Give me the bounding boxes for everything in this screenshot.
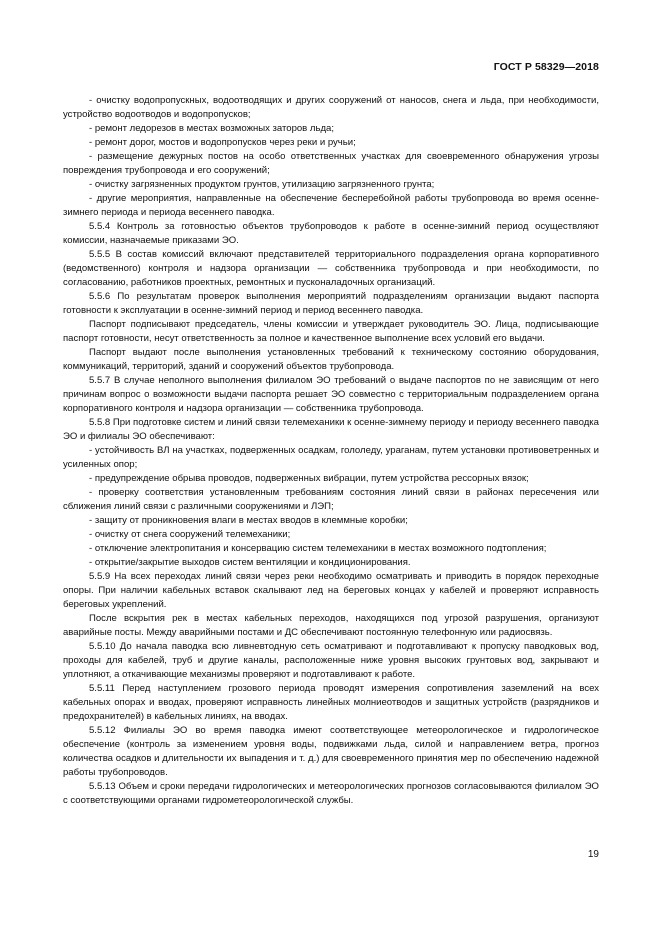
- paragraph-5-5-9: 5.5.9 На всех переходах линий связи через реки необходимо осматривать и приводить в порядок переходные опоры. При наличии кабельных вставок скалывают лед на береговых концах у кабелей и проверяют исправность береговых укреплений.: [63, 571, 599, 610]
- paragraph-bullet: - отключение электропитания и консервацию систем телемеханики в местах возможного подтопления;: [89, 543, 547, 554]
- paragraph-bullet: - открытие/закрытие выходов систем вентиляции и кондиционирования.: [89, 557, 411, 568]
- paragraph-bullet: - ремонт ледорезов в местах возможных заторов льда;: [89, 123, 334, 134]
- page-number: 19: [587, 849, 599, 860]
- paragraph-5-5-10: 5.5.10 До начала паводка всю ливневтодную сеть осматривают и подготавливают к пропуску паводковых вод, проходы для кабелей, труб и другие каналы, расположенные ниже уровня высоких грунтовых вод, закрывают и уплотняют, а откачивающие механизмы проверяют и подготавливают к работе.: [63, 641, 599, 680]
- document-header-standard: ГОСТ Р 58329—2018: [493, 61, 599, 73]
- paragraph-5-5-5: 5.5.5 В состав комиссий включают представителей территориального подразделения органа корпоративного (ведомственного) контроля и надзора организации — собственника трубопровода и при необходимости, по согласованию, работников проектных, ремонтных и пусконаладочных организаций.: [63, 249, 599, 288]
- paragraph-bullet: - проверку соответствия установленным требованиям состояния линий связи в районах пересечения или сближения линий связи с различными сооружениями и ЛЭП;: [63, 487, 599, 512]
- paragraph-passport-signing: Паспорт подписывают председатель, члены комиссии и утверждает руководитель ЭО. Лица, подписывающие паспорт готовности, несут ответственность за полное и качественное выполнение всех условий его выдачи.: [63, 319, 599, 344]
- paragraph-bullet: - другие мероприятия, направленные на обеспечение бесперебойной работы трубопровода во время осенне-зимнего периода и периода весеннего паводка.: [63, 193, 599, 218]
- paragraph-5-5-12: 5.5.12 Филиалы ЭО во время паводка имеют соответствующее метеорологическое и гидрологическое обеспечение (контроль за изменением уровня воды, подвижками льда, силой и направлением ветра, прогноз количества осадков и длительности их выпадения и т. д.) для своевременного принятия мер по обеспечению надежной работы трубопроводов.: [63, 725, 599, 778]
- paragraph-5-5-11: 5.5.11 Перед наступлением грозового периода проводят измерения сопротивления заземлений на всех кабельных опорах и вводах, проверяют исправность линейных молниеотводов и защитных устройств (разрядников и предохранителей) в кабельных линиях, на вводах.: [63, 683, 599, 722]
- paragraph-bullet: - размещение дежурных постов на особо ответственных участках для своевременного обнаружения угрозы повреждения трубопровода и его сооружений;: [63, 151, 599, 176]
- paragraph-5-5-8: 5.5.8 При подготовке систем и линий связи телемеханики к осенне-зимнему периоду и периоду весеннего паводка ЭО и филиалы ЭО обеспечивают:: [63, 417, 599, 442]
- paragraph-passport-issue: Паспорт выдают после выполнения установленных требований к техническому состоянию оборудования, коммуникаций, территорий, зданий и сооружений объектов трубопровода.: [63, 347, 599, 372]
- page-body: [63, 94, 599, 808]
- paragraph-bullet: - устойчивость ВЛ на участках, подверженных осадкам, гололеду, ураганам, путем установки противоветренных и усиленных опор;: [63, 445, 599, 470]
- paragraph-bullet: - очистку от снега сооружений телемеханики;: [89, 529, 291, 540]
- paragraph-bullet: - очистку загрязненных продуктом грунтов, утилизацию загрязненного грунта;: [89, 179, 435, 190]
- paragraph-5-5-7: 5.5.7 В случае неполного выполнения филиалом ЭО требований о выдаче паспортов по не зависящим от него причинам вопрос о возможности выдачи паспорта решает ЭО совместно с территориальным подразделением органа корпоративного контроля и надзора организации — собственника трубопровода.: [63, 375, 599, 414]
- paragraph-bullet: - ремонт дорог, мостов и водопропусков через реки и ручьи;: [89, 137, 356, 148]
- paragraph-bullet: - предупреждение обрыва проводов, подверженных вибрации, путем устройства рессорных вязок;: [89, 473, 529, 484]
- paragraph-emergency-posts: После вскрытия рек в местах кабельных переходов, находящихся под угрозой разрушения, организуют аварийные посты. Между аварийными постами и ДС обеспечивают постоянную телефонную или радиосвязь.: [63, 613, 599, 638]
- paragraph-5-5-13: 5.5.13 Объем и сроки передачи гидрологических и метеорологических прогнозов согласовываются филиалом ЭО с соответствующими органами гидрометеорологической службы.: [63, 781, 599, 806]
- paragraph-5-5-6: 5.5.6 По результатам проверок выполнения мероприятий подразделениям организации выдают паспорта готовности к эксплуатации в осенне-зимний период и период весеннего паводка.: [63, 291, 599, 316]
- paragraph-bullet: - очистку водопропускных, водоотводящих и других сооружений от наносов, снега и льда, при необходимости, устройство водоотводов и водопропусков;: [63, 95, 599, 120]
- paragraph-bullet: - защиту от проникновения влаги в местах вводов в клеммные коробки;: [89, 515, 408, 526]
- paragraph-5-5-4: 5.5.4 Контроль за готовностью объектов трубопроводов к работе в осенне-зимний период осуществляют комиссии, назначаемые приказами ЭО.: [63, 221, 599, 246]
